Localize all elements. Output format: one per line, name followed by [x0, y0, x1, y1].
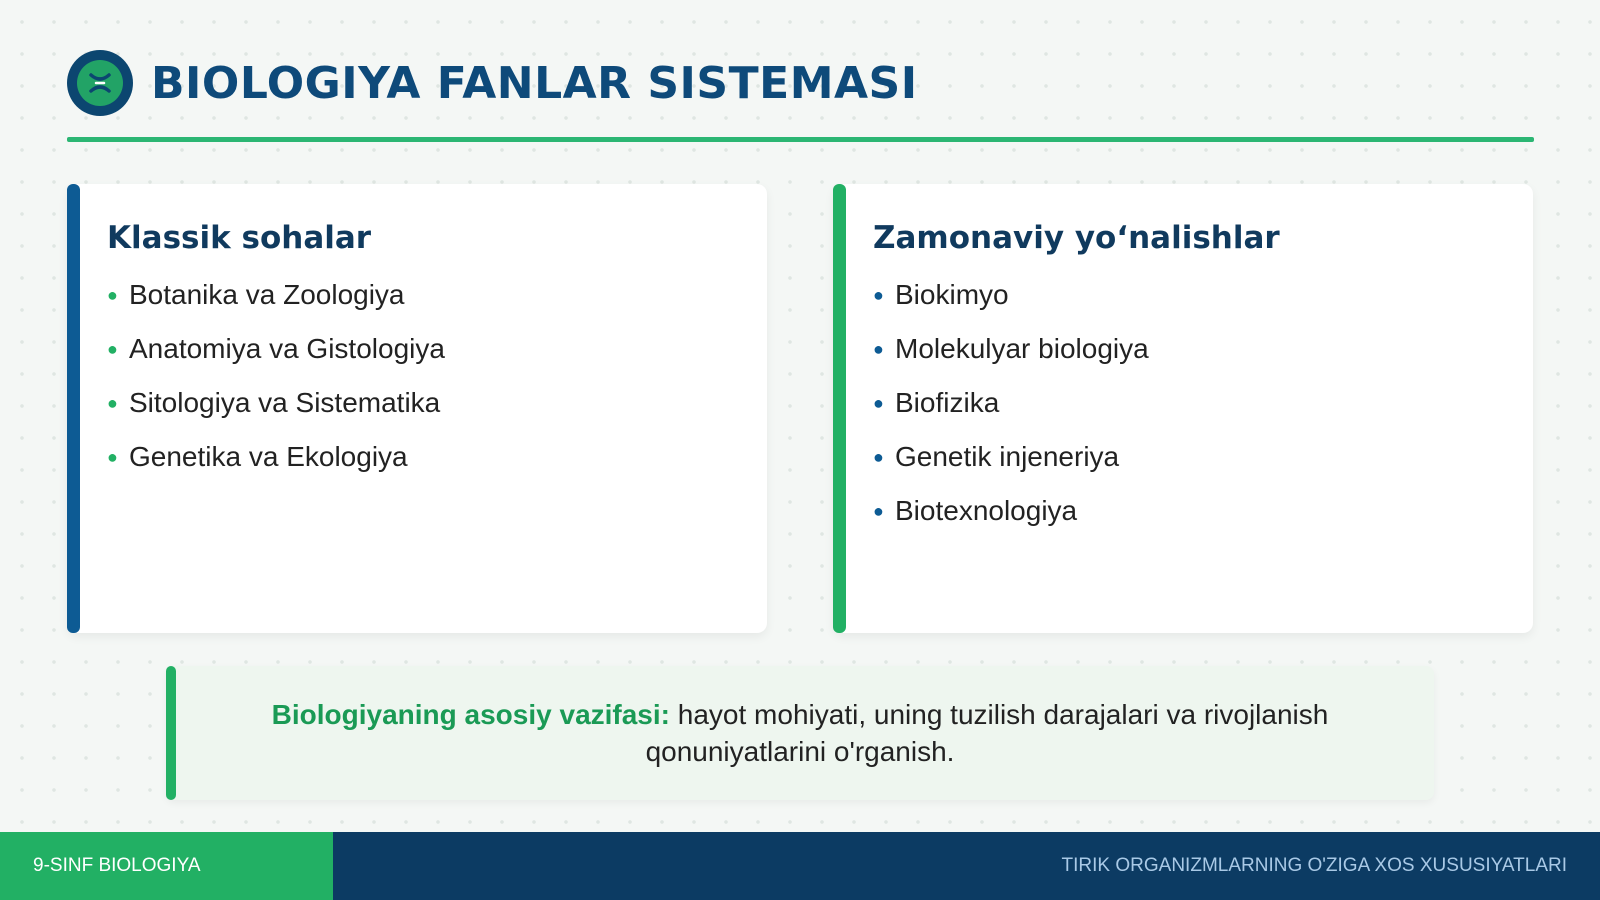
classic-fields-card — [67, 184, 767, 633]
list-item: ● Biokimyo — [873, 268, 1503, 322]
page-title: BIOLOGIYA FANLAR SISTEMASI — [151, 57, 918, 109]
classic-fields-list — [107, 268, 737, 484]
list-item: ● Molekulyar biologiya — [873, 322, 1503, 376]
bullet-icon: ● — [873, 447, 884, 467]
modern-directions-list — [873, 268, 1503, 538]
slide-footer — [0, 832, 1600, 900]
dna-icon — [67, 50, 133, 116]
list-item: ● Biofizika — [873, 376, 1503, 430]
slide-header — [67, 50, 918, 116]
footer-course-label: 9-SINF BIOLOGIYA — [0, 832, 333, 900]
callout-body: hayot mohiyati, uning tuzilish darajalari va rivojlanish qonuniyatlarini o'rganish. — [645, 699, 1329, 767]
footer-topic-label: TIRIK ORGANIZMLARNING O'ZIGA XOS XUSUSIYATLARI — [333, 832, 1600, 900]
bullet-icon: ● — [107, 285, 118, 305]
callout-key: Biologiyaning asosiy vazifasi: — [271, 699, 670, 730]
list-item: ● Botanika va Zoologiya — [107, 268, 737, 322]
bullet-icon: ● — [873, 393, 884, 413]
card-title: Zamonaviy yo‘nalishlar — [873, 220, 1280, 256]
bullet-icon: ● — [107, 447, 118, 467]
list-item: ● Biotexnologiya — [873, 484, 1503, 538]
bullet-icon: ● — [107, 393, 118, 413]
list-item: ● Anatomiya va Gistologiya — [107, 322, 737, 376]
bullet-icon: ● — [107, 339, 118, 359]
list-item: ● Sitologiya va Sistematika — [107, 376, 737, 430]
bullet-icon: ● — [873, 285, 884, 305]
list-item: ● Genetik injeneriya — [873, 430, 1503, 484]
bullet-icon: ● — [873, 339, 884, 359]
main-task-callout — [166, 666, 1434, 800]
callout-text — [226, 696, 1374, 770]
modern-directions-card — [833, 184, 1533, 633]
bullet-icon: ● — [873, 501, 884, 521]
list-item: ● Genetika va Ekologiya — [107, 430, 737, 484]
card-title: Klassik sohalar — [107, 220, 372, 256]
title-divider — [67, 137, 1534, 142]
